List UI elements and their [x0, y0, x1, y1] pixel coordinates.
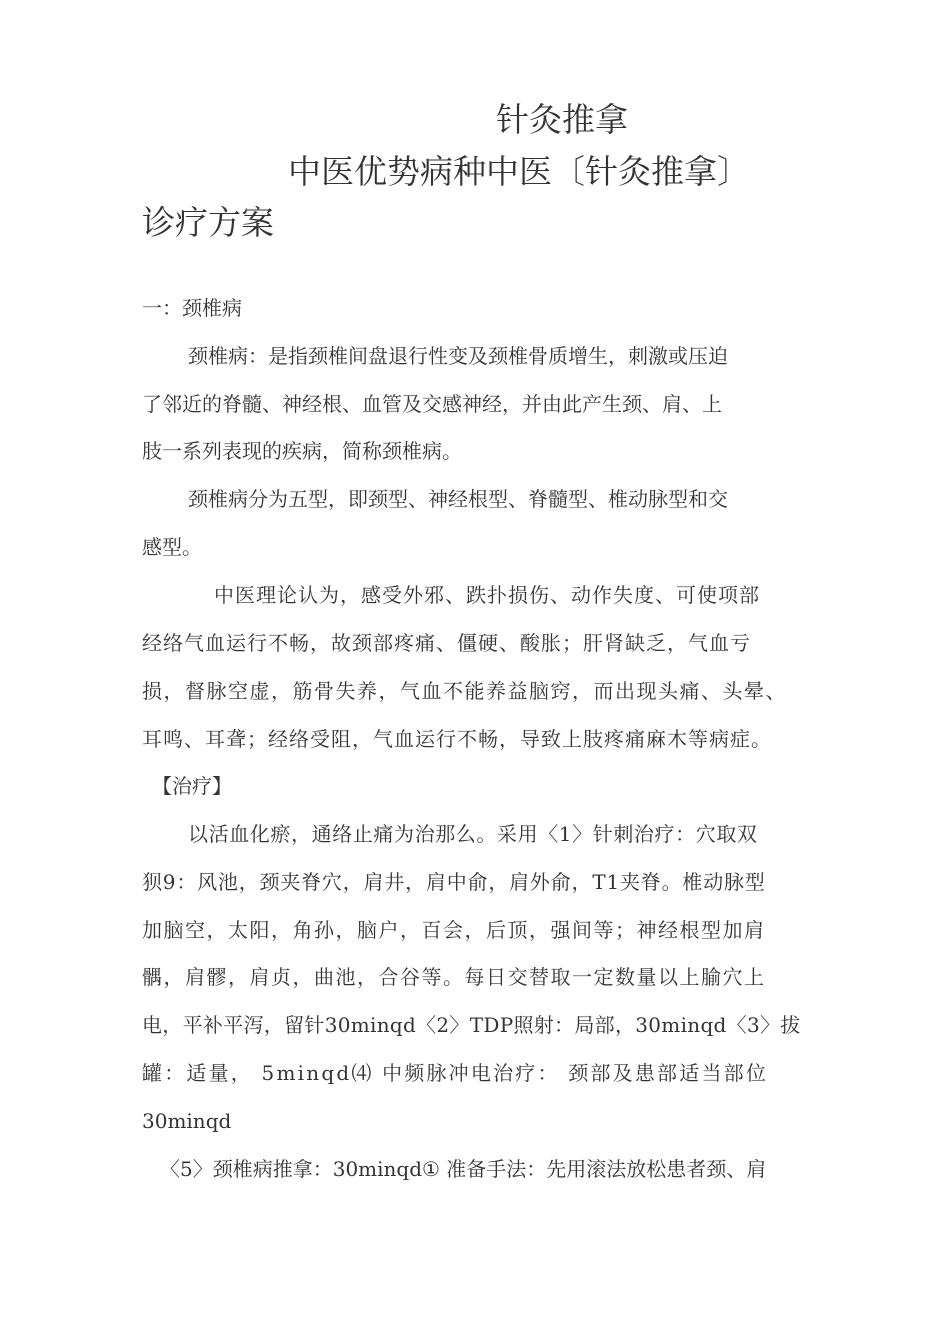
paragraph-line: 髃，肩髎，肩贞，曲池，合谷等。每日交替取一定数量以上腧穴上 [142, 965, 766, 989]
section-heading: 一：颈椎病 [142, 296, 242, 320]
paragraph-line: 经络气血运行不畅，故颈部疼痛、僵硬、酸胀；肝肾缺乏，气血亏 [142, 631, 751, 655]
paragraph-line: 感型。 [142, 535, 202, 559]
paragraph-line: 肢一系列表现的疾病，简称颈椎病。 [142, 439, 462, 463]
paragraph-line: 狈9：风池，颈夹脊穴，肩井，肩中俞，肩外俞，T1夹脊。椎动脉型 [142, 870, 766, 894]
paragraph-line: 〈5〉颈椎病推拿：30minqd① 准备手法：先用滚法放松患者颈、肩 [160, 1157, 767, 1181]
paragraph-line: 加脑空，太阳，角孙，脑户，百会，后顶，强间等；神经根型加肩 [142, 918, 766, 942]
paragraph-line: 颈椎病分为五型，即颈型、神经根型、脊髓型、椎动脉型和交 [188, 487, 728, 511]
paragraph-line: 电，平补平泻，留针30minqd〈2〉TDP照射：局部，30minqd〈3〉拔 [142, 1013, 801, 1037]
document-title-line-2: 中医优势病种中医〔针灸推拿〕 [288, 152, 750, 191]
treatment-heading: 【治疗】 [152, 774, 232, 798]
paragraph-line: 颈椎病：是指颈椎间盘退行性变及颈椎骨质增生，刺激或压迫 [188, 344, 728, 368]
paragraph-line: 30minqd [142, 1109, 232, 1133]
document-title-line-3: 诊疗方案 [142, 203, 274, 242]
paragraph-line: 了邻近的脊髓、神经根、血管及交感神经，并由此产生颈、肩、上 [142, 392, 722, 416]
paragraph-line: 损，督脉空虚，筋骨失养，气血不能养益脑窍，而出现头痛、头晕、 [142, 679, 787, 703]
paragraph-line: 以活血化瘀，通络止痛为治那么。采用〈1〉针刺治疗：穴取双 [188, 822, 758, 846]
document-title-line-1: 针灸推拿 [496, 100, 628, 139]
paragraph-line: 罐：适量， 5minqd⑷ 中频脉冲电治疗： 颈部及患部适当部位 [142, 1061, 769, 1085]
paragraph-line: 耳鸣、耳聋；经络受阻，气血运行不畅，导致上肢疼痛麻木等病症。 [142, 727, 772, 751]
paragraph-line: 中医理论认为，感受外邪、跌扑损伤、动作失度、可使项部 [214, 583, 760, 607]
